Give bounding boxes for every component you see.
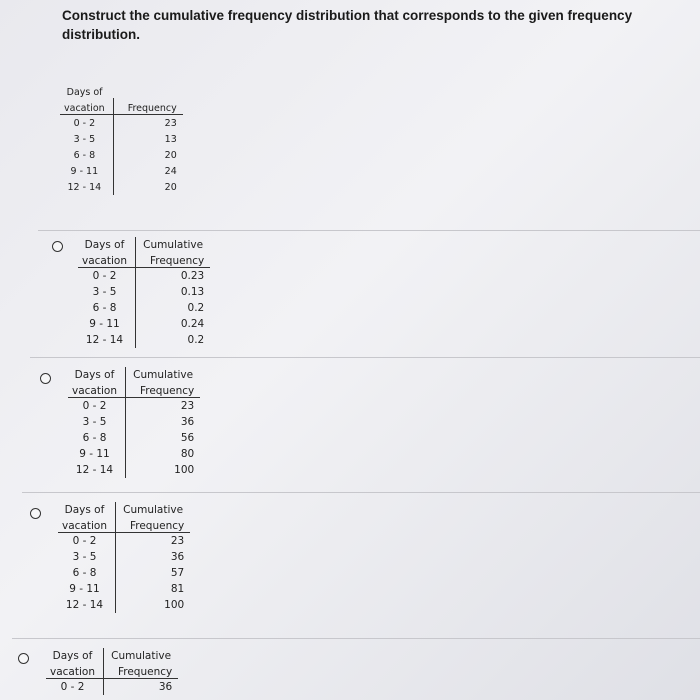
- option-divider: [22, 492, 700, 493]
- option-c-header-days: Days of: [58, 502, 115, 516]
- days-cell: 6 - 8: [58, 565, 115, 581]
- days-cell: 0 - 2: [68, 398, 125, 415]
- table-row: [58, 533, 190, 550]
- days-cell: 6 - 8: [78, 300, 135, 316]
- option-d-header-days: Days of: [46, 648, 103, 662]
- option-divider: [30, 357, 700, 358]
- option-a-radio[interactable]: [52, 241, 63, 252]
- option-b-header-cumulative: Cumulative: [133, 369, 194, 381]
- value-cell: 24: [164, 165, 177, 177]
- table-row: [58, 549, 190, 565]
- option-c-table[interactable]: [58, 502, 190, 613]
- table-row: [60, 147, 183, 163]
- days-cell: 3 - 5: [68, 414, 125, 430]
- table-row: [58, 565, 190, 581]
- table-row: [78, 316, 210, 332]
- table-row: [68, 430, 200, 446]
- option-d-header-cumulative: Cumulative: [111, 650, 172, 662]
- days-cell: 6 - 8: [60, 147, 113, 163]
- days-cell: 9 - 11: [58, 581, 115, 597]
- days-cell: 0 - 2: [78, 268, 135, 285]
- table-row: [78, 300, 210, 316]
- option-b-header-days: Days of: [68, 367, 125, 381]
- days-cell: 12 - 14: [58, 597, 115, 613]
- value-cell: 23: [164, 117, 177, 129]
- days-cell: 3 - 5: [60, 131, 113, 147]
- option-a-header-days: Days of: [78, 237, 135, 251]
- option-c-header-vacation: vacation: [58, 516, 115, 533]
- option-b-header-frequency: Frequency: [125, 381, 200, 398]
- days-cell: 3 - 5: [58, 549, 115, 565]
- value-cell: 36: [158, 681, 173, 693]
- value-cell: 100: [174, 464, 195, 476]
- table-row: [58, 581, 190, 597]
- value-cell: 81: [170, 583, 185, 595]
- option-divider: [38, 230, 700, 231]
- option-a-header-cumulative: Cumulative: [143, 239, 204, 251]
- option-c-header-cumulative: Cumulative: [123, 504, 184, 516]
- option-d-radio[interactable]: [18, 653, 29, 664]
- question-text: Construct the cumulative frequency distribution that corresponds to the given frequency distribution.: [62, 8, 633, 42]
- option-a-header-vacation: vacation: [78, 251, 135, 268]
- value-cell: 0.24: [180, 318, 205, 330]
- option-b-header-vacation: vacation: [68, 381, 125, 398]
- value-cell: 0.13: [180, 286, 205, 298]
- value-cell: 56: [180, 432, 195, 444]
- option-a-table[interactable]: [78, 237, 210, 348]
- option-d-header-vacation: vacation: [46, 662, 103, 679]
- table-row: [60, 163, 183, 179]
- value-cell: 0.23: [180, 270, 205, 282]
- days-cell: 12 - 14: [68, 462, 125, 478]
- table-row: [60, 115, 183, 132]
- value-cell: 100: [164, 599, 185, 611]
- value-cell: 80: [180, 448, 195, 460]
- value-cell: 36: [170, 551, 185, 563]
- value-cell: 23: [180, 400, 195, 412]
- given-header-vacation: vacation: [60, 98, 113, 115]
- option-divider: [12, 638, 700, 639]
- table-row: [58, 597, 190, 613]
- value-cell: 20: [164, 149, 177, 161]
- days-cell: 9 - 11: [68, 446, 125, 462]
- days-cell: 0 - 2: [58, 533, 115, 550]
- value-cell: 57: [170, 567, 185, 579]
- value-cell: 0.2: [187, 334, 205, 346]
- option-d-header-frequency: Frequency: [103, 662, 178, 679]
- days-cell: 9 - 11: [60, 163, 113, 179]
- table-row: [60, 179, 183, 195]
- option-d-table[interactable]: [46, 648, 178, 695]
- value-cell: 0.2: [187, 302, 205, 314]
- table-row: [78, 332, 210, 348]
- option-b-radio[interactable]: [40, 373, 51, 384]
- value-cell: 13: [164, 133, 177, 145]
- value-cell: 36: [180, 416, 195, 428]
- days-cell: 3 - 5: [78, 284, 135, 300]
- table-row: [46, 679, 178, 696]
- option-c-header-frequency: Frequency: [115, 516, 190, 533]
- option-b-table[interactable]: [68, 367, 200, 478]
- days-cell: 9 - 11: [78, 316, 135, 332]
- given-header-days: Days of: [66, 87, 103, 98]
- table-row: [78, 268, 210, 285]
- given-frequency-table: [60, 84, 183, 195]
- days-cell: 0 - 2: [46, 679, 103, 696]
- table-row: [78, 284, 210, 300]
- table-row: [68, 414, 200, 430]
- table-row: [68, 398, 200, 415]
- table-row: [68, 446, 200, 462]
- days-cell: 12 - 14: [78, 332, 135, 348]
- table-row: [60, 131, 183, 147]
- option-c-radio[interactable]: [30, 508, 41, 519]
- given-header-frequency: Frequency: [113, 98, 183, 115]
- days-cell: 6 - 8: [68, 430, 125, 446]
- days-cell: 0 - 2: [60, 115, 113, 132]
- value-cell: 20: [164, 181, 177, 193]
- option-a-header-frequency: Frequency: [135, 251, 210, 268]
- table-row: [68, 462, 200, 478]
- value-cell: 23: [170, 535, 185, 547]
- days-cell: 12 - 14: [60, 179, 113, 195]
